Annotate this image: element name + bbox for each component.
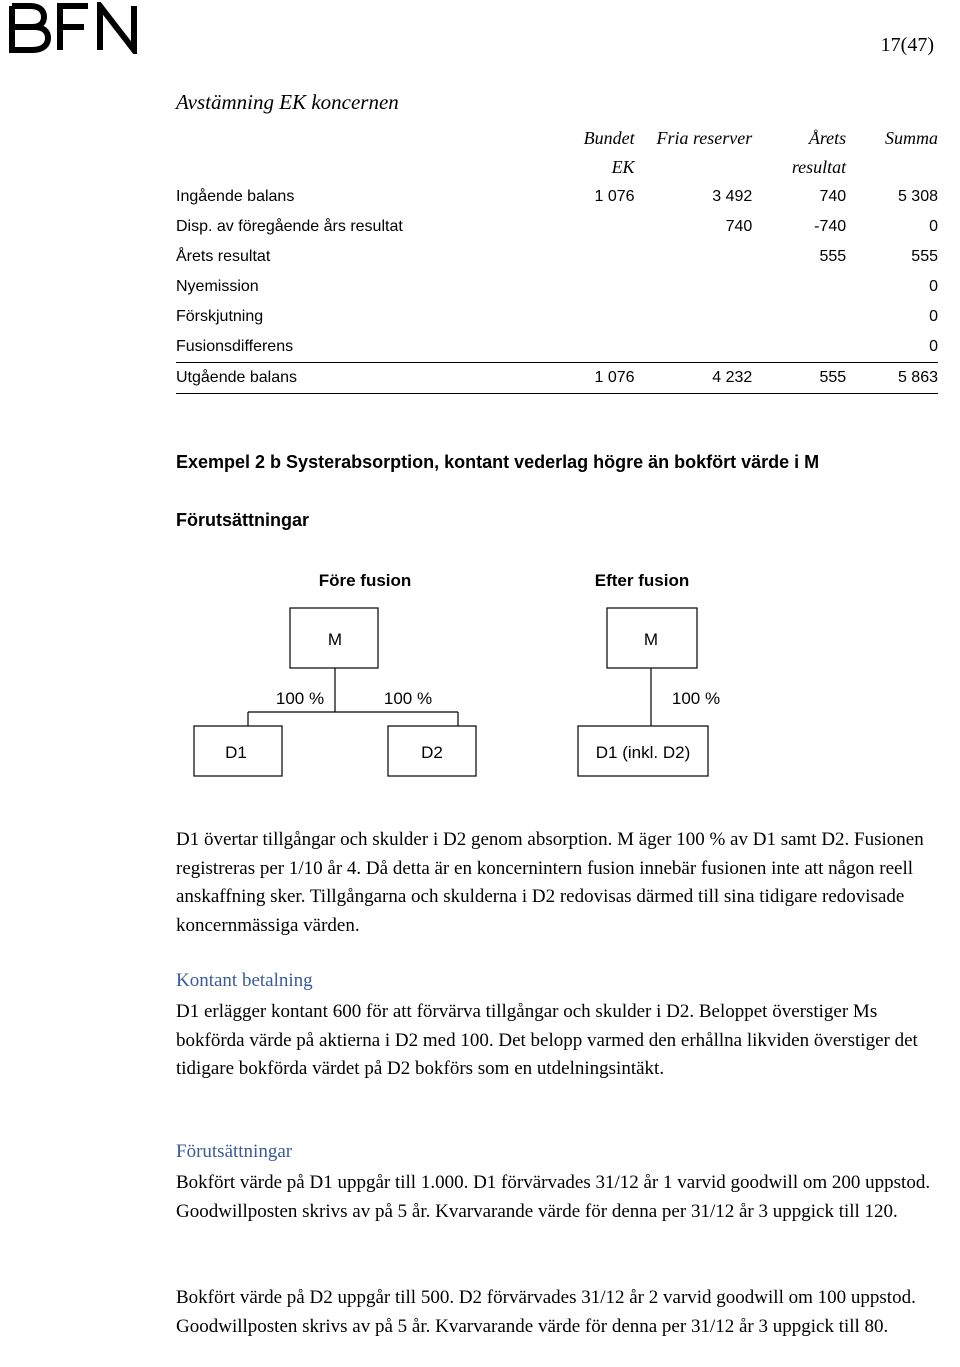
after-share: 100 %	[671, 689, 721, 708]
cell-bundet	[575, 332, 635, 363]
before-share-right: 100 %	[383, 689, 433, 708]
row-label: Förskjutning	[176, 308, 264, 325]
cell-summa: 5 308	[897, 188, 938, 205]
bfn-logo	[6, 2, 138, 54]
cell-bundet: 1 076	[594, 188, 635, 205]
before-parent-label: M	[327, 630, 343, 649]
before-share-left: 100 %	[275, 689, 325, 708]
cell-bundet	[575, 242, 635, 272]
cell-fria: 740	[725, 218, 753, 235]
before-parent-box	[290, 608, 378, 668]
cell-fria	[635, 242, 753, 272]
cell-summa: 0	[929, 218, 938, 235]
prerequisites-heading: Förutsättningar	[176, 510, 309, 530]
column-header: Bundet EK	[583, 128, 635, 177]
page-number: 17(47)	[880, 34, 934, 56]
subheading-prerequisites: Förutsättningar	[176, 1141, 293, 1162]
cell-bundet	[575, 212, 635, 242]
cell-fria: 3 492	[712, 188, 753, 205]
cell-fria	[635, 302, 753, 332]
table-header-row	[176, 124, 938, 182]
before-child-box-2	[388, 726, 476, 776]
row-label: Ingående balans	[176, 188, 295, 205]
cell-summa: 555	[911, 248, 938, 265]
after-parent-box	[607, 608, 697, 668]
column-header: Årets resultat	[791, 128, 847, 177]
cell-bundet	[575, 272, 635, 302]
table-row	[176, 242, 938, 272]
cell-arets	[752, 272, 846, 302]
before-child-label-1: D1	[225, 743, 247, 762]
example-heading: Exempel 2 b Systerabsorption, kontant vederlag högre än bokfört värde i M	[176, 452, 820, 472]
table-row	[176, 302, 938, 332]
before-connectors	[248, 668, 458, 726]
before-child-box-1	[194, 726, 282, 776]
subheading-cash-payment: Kontant betalning	[176, 970, 313, 991]
before-child-label-2: D2	[421, 743, 443, 762]
after-fusion-label: Efter fusion	[594, 571, 690, 590]
after-child-box	[578, 726, 708, 776]
row-label: Nyemission	[176, 278, 259, 295]
equity-reconciliation-table	[176, 124, 938, 394]
cell-summa: 0	[929, 338, 938, 355]
cell-fria: 4 232	[635, 363, 753, 394]
cell-arets: 740	[819, 188, 847, 205]
cell-summa: 0	[929, 278, 938, 295]
row-label: Utgående balans	[176, 363, 575, 394]
table-row	[176, 332, 938, 363]
cell-arets	[752, 302, 846, 332]
row-label: Årets resultat	[176, 248, 271, 265]
section-title: Avstämning EK koncernen	[176, 90, 399, 114]
row-label: Fusionsdifferens	[176, 338, 294, 355]
body-paragraph: D1 övertar tillgångar och skulder i D2 genom absorption. M äger 100 % av D1 samt D2. Fusionen registreras per 1/10 år 4. Då detta är en koncernintern fusion innebär fusionen inte att någon reell anskaffning sker. Tillgångarna och skulderna i D2 redovisas därmed till sina tidigare redovisade koncernmässiga värden.	[176, 829, 924, 937]
row-label: Disp. av föregående års resultat	[176, 218, 403, 235]
cell-arets	[752, 332, 846, 363]
cell-arets: -740	[814, 218, 847, 235]
after-child-label: D1 (inkl. D2)	[595, 743, 691, 762]
cell-summa: 5 863	[846, 363, 938, 394]
cell-summa: 0	[929, 308, 938, 325]
cell-bundet: 1 076	[575, 363, 635, 394]
before-fusion-label: Före fusion	[318, 571, 412, 590]
table-row	[176, 212, 938, 242]
cell-arets: 555	[819, 248, 847, 265]
body-paragraph: Bokfört värde på D2 uppgår till 500. D2 förvärvades 31/12 år 2 varvid goodwill om 100 uppstod. Goodwillposten skrivs av på 5 år. Kvarvarande värde för denna per 31/12 år 3 uppgick till 80.	[176, 1287, 916, 1337]
column-header: Summa	[885, 128, 938, 148]
cell-fria	[635, 332, 753, 363]
table-row	[176, 182, 938, 212]
cell-fria	[635, 272, 753, 302]
cell-arets: 555	[752, 363, 846, 394]
cell-bundet	[575, 302, 635, 332]
column-header: Fria reserver	[656, 128, 753, 148]
after-parent-label: M	[643, 630, 659, 649]
body-paragraph: Bokfört värde på D1 uppgår till 1.000. D1 förvärvades 31/12 år 1 varvid goodwill om 200 uppstod. Goodwillposten skrivs av på 5 år. Kvarvarande värde för denna per 31/12 år 3 uppgick till 120.	[176, 1172, 931, 1222]
body-paragraph: D1 erlägger kontant 600 för att förvärva tillgångar och skulder i D2. Beloppet överstiger Ms bokförda värde på aktierna i D2 med 100. Det belopp varmed den erhållna likviden överstiger det tidigare bokförda värdet på D2 bokförs som en utdelningsintäkt.	[176, 1001, 918, 1080]
total-row	[176, 363, 938, 394]
table-row	[176, 272, 938, 302]
